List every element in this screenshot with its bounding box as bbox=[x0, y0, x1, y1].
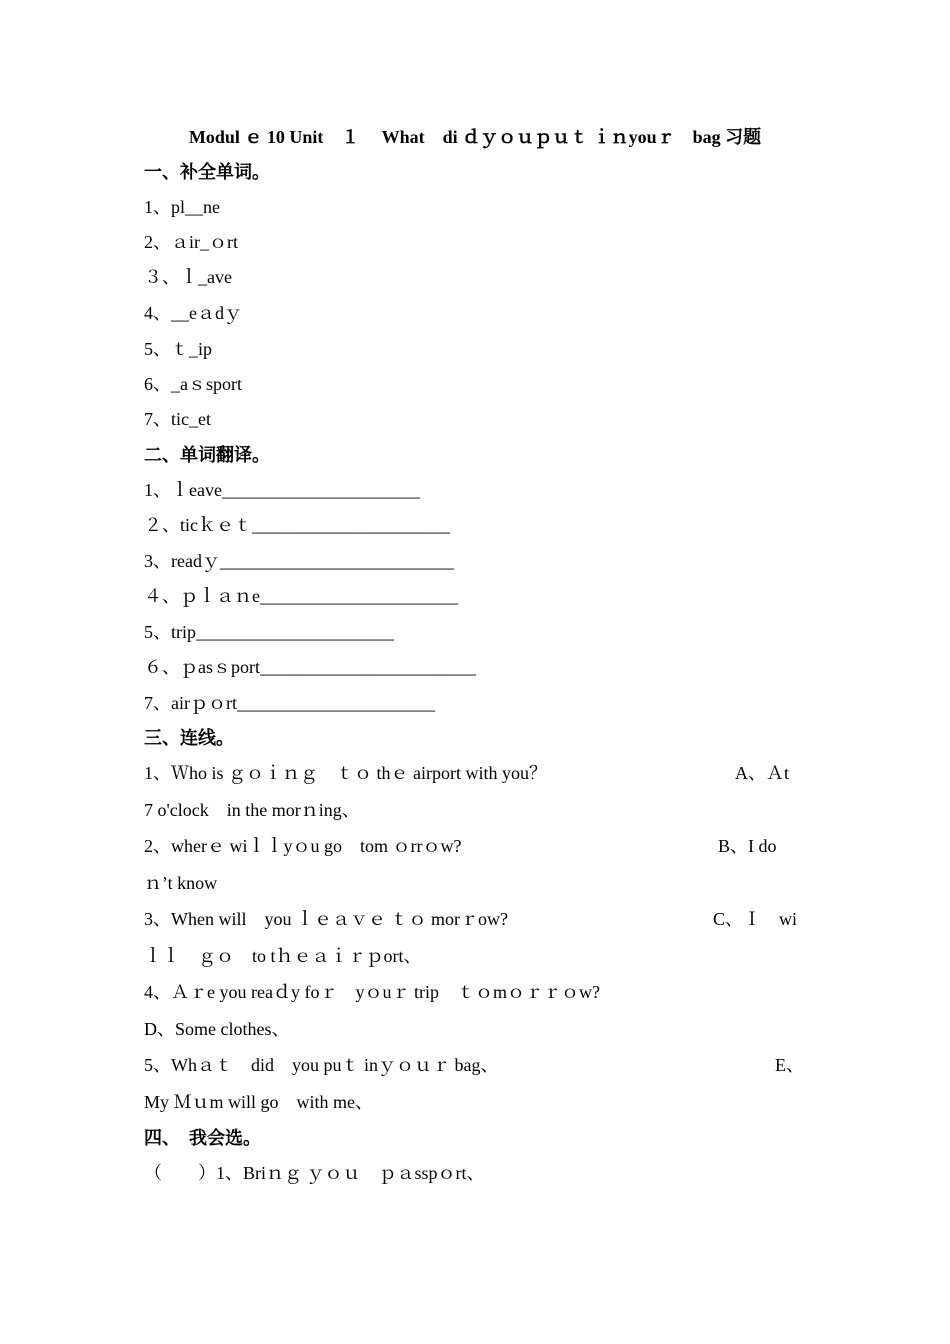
match-answer-d: D、Some clothes、 bbox=[144, 1019, 290, 1039]
section1-item-1: 1、pl__ne bbox=[144, 197, 220, 217]
section2-item-2: ２、ticｋｅｔ______________________ bbox=[144, 515, 450, 535]
section1-item-3: ３、ｌ_ave bbox=[144, 267, 232, 287]
match-answer-a: A、Ａt bbox=[735, 763, 789, 783]
match-answer-b: B、I do bbox=[718, 836, 777, 856]
match-continuation-2: ｎ’t know bbox=[144, 873, 218, 893]
match-answer-e: E、 bbox=[775, 1055, 804, 1075]
worksheet-title: Modul ｅ 10 Unit １ What di ｄｙｏｕｐｕｔ ｉｎyouｒ bag 习题 bbox=[188, 127, 762, 147]
match-answer-c: C、Ｉ wi bbox=[713, 909, 798, 929]
section3-heading: 三、连线。 bbox=[144, 728, 234, 748]
match-question-3: 3、When will you ｌｅａｖｅ ｔｏ morｒow? bbox=[144, 909, 508, 929]
section2-item-6: ６、ｐasｓport________________________ bbox=[144, 657, 476, 677]
match-question-1: 1、Ｗho is ｇｏｉｎｇ ｔｏ thｅ airport with you？ bbox=[144, 763, 547, 783]
match-question-4: 4、Ａｒe you reaｄy foｒ yｏuｒ trip ｔｏmｏｒｒｏw? bbox=[144, 982, 600, 1002]
section1-item-7: 7、tic_et bbox=[144, 409, 211, 429]
choice-question-1: （ ）1、Briｎｇ ｙｏｕ ｐａsspｏrt、 bbox=[144, 1163, 485, 1183]
section1-item-2: 2、ａir_ｏrt bbox=[144, 232, 238, 252]
section2-item-5: 5、trip______________________ bbox=[144, 622, 394, 642]
section1-heading: 一、补全单词。 bbox=[144, 162, 270, 182]
match-continuation-3: ｌｌ ｇｏ to tｈｅａｉｒｐort、 bbox=[144, 946, 422, 966]
section2-heading: 二、单词翻译。 bbox=[144, 445, 270, 465]
match-continuation-1: 7 o'clock in the morｎing、 bbox=[144, 800, 360, 820]
match-question-2: 2、wherｅ wiｌｌyｏu go tom ｏrrｏw? bbox=[144, 836, 462, 856]
section1-item-5: 5、ｔ_ip bbox=[144, 339, 213, 359]
section1-item-6: 6、_aｓsport bbox=[144, 374, 242, 394]
section2-item-1: 1、ｌeave______________________ bbox=[144, 480, 420, 500]
section2-item-4: ４、ｐｌａｎe______________________ bbox=[144, 586, 458, 606]
match-continuation-5: My Ｍｕm will go with me、 bbox=[144, 1092, 373, 1112]
section2-item-7: 7、airｐｏrt______________________ bbox=[144, 693, 435, 713]
section2-item-3: 3、readｙ__________________________ bbox=[144, 551, 454, 571]
section4-heading: 四、 我会选。 bbox=[144, 1128, 261, 1148]
section1-item-4: 4、__eａdｙ bbox=[144, 303, 242, 323]
match-question-5: 5、Whａｔ did you puｔ inｙｏｕｒ bag、 bbox=[144, 1055, 499, 1075]
